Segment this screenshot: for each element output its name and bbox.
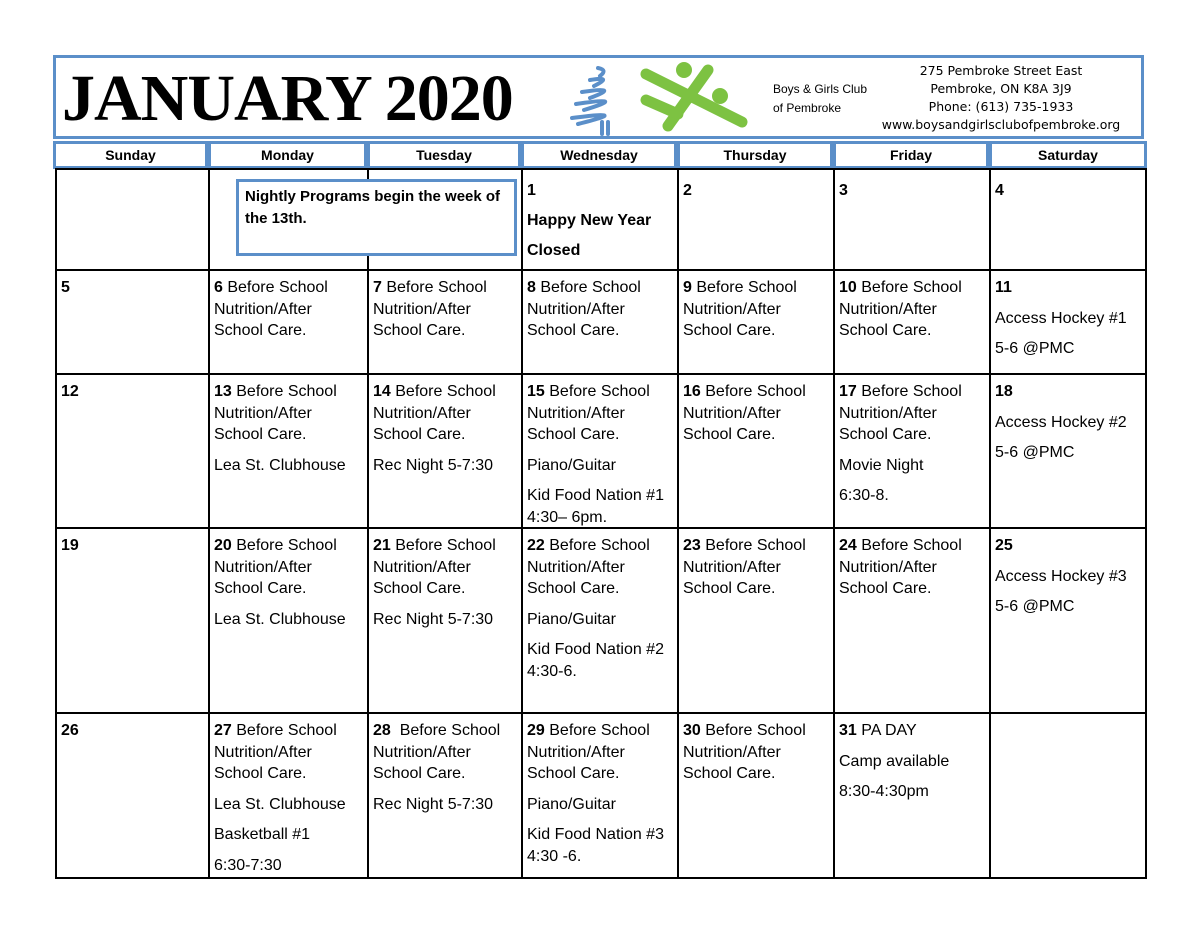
notice-box: Nightly Programs begin the week of the 13th. (236, 179, 517, 256)
event-text: Nutrition/After (527, 558, 625, 576)
event-text: Access Hockey #2 (995, 413, 1127, 431)
event-text: Before School (856, 279, 962, 296)
day-cell-heading (214, 535, 363, 557)
event-text: 4:30-6. (527, 662, 577, 680)
day-cell (55, 529, 210, 714)
date-number: 10 (839, 279, 857, 296)
date-number: 7 (373, 279, 382, 296)
event-text: School Care. (373, 322, 466, 339)
club-name: Boys & Girls Club of Pembroke (773, 82, 868, 115)
event-text: Before School (231, 383, 337, 400)
event-text: Lea St. Clubhouse (214, 610, 346, 628)
event-text: School Care. (527, 426, 620, 443)
day-cell-heading (373, 720, 517, 742)
event-text: Before School (390, 722, 501, 739)
line-gap (527, 785, 673, 794)
date-number: 14 (373, 383, 391, 400)
address-website: www.boysandgirlsclubofpembroke.org (881, 117, 1121, 132)
event-text: Before School (544, 383, 650, 400)
event-text: School Care. (527, 765, 620, 782)
event-text: School Care. (527, 580, 620, 597)
event-text: Nutrition/After (373, 558, 471, 576)
date-number: 24 (839, 537, 857, 554)
date-number: 13 (214, 383, 232, 400)
date-number: 29 (527, 722, 545, 739)
day-cell (210, 714, 369, 879)
day-header-friday: Friday (833, 141, 989, 169)
day-cell (210, 529, 369, 714)
line-gap (214, 846, 363, 855)
event-text: School Care. (839, 322, 932, 339)
event-text: Piano/Guitar (527, 456, 616, 474)
date-number: 6 (214, 279, 223, 296)
event-text: Nutrition/After (839, 404, 937, 422)
event-text: PA DAY (856, 722, 917, 739)
event-text: Before School (535, 279, 641, 296)
day-header-tuesday: Tuesday (367, 141, 521, 169)
day-cell-heading (839, 381, 985, 403)
day-cell-heading (683, 277, 829, 299)
event-text: Before School (231, 537, 337, 554)
date-number: 23 (683, 537, 701, 554)
line-gap (839, 476, 985, 485)
club-address (871, 62, 1131, 134)
date-number: 18 (995, 383, 1013, 400)
date-number: 4 (995, 182, 1004, 199)
event-text: Camp available (839, 752, 950, 770)
day-cell-heading (61, 720, 204, 742)
date-number: 30 (683, 722, 701, 739)
line-gap (214, 815, 363, 824)
date-number: 9 (683, 279, 692, 296)
day-cell (210, 271, 369, 375)
day-cell (55, 168, 210, 271)
event-text: Nutrition/After (214, 558, 312, 576)
event-text: Before School (700, 722, 806, 739)
day-header-sunday: Sunday (53, 141, 208, 169)
event-text: School Care. (683, 322, 776, 339)
event-text: Before School (544, 537, 650, 554)
event-text: Access Hockey #1 (995, 309, 1127, 327)
event-text: School Care. (373, 765, 466, 782)
event-text: Lea St. Clubhouse (214, 795, 346, 813)
date-number: 15 (527, 383, 545, 400)
event-text: 4:30 -6. (527, 847, 582, 865)
line-gap (995, 329, 1141, 338)
line-gap (214, 600, 363, 609)
event-text: Nutrition/After (373, 300, 471, 318)
event-text: Before School (222, 279, 328, 296)
day-cell (991, 714, 1147, 879)
date-number: 28 (373, 722, 391, 739)
event-text: 4:30– 6pm. (527, 508, 608, 526)
event-text: Basketball #1 (214, 826, 311, 843)
line-gap (373, 600, 517, 609)
weekday-header-row (53, 141, 1147, 169)
day-cell (55, 375, 210, 529)
day-cell-heading (683, 720, 829, 742)
day-cell (369, 375, 523, 529)
day-cell-heading (839, 176, 985, 206)
line-gap (527, 630, 673, 639)
event-text: Before School (544, 722, 650, 739)
date-number: 19 (61, 537, 79, 554)
event-text: 6:30-7:30 (214, 856, 282, 874)
event-text: Nutrition/After (683, 743, 781, 761)
day-cell-heading (61, 381, 204, 403)
event-text: School Care. (214, 426, 307, 443)
day-cell-heading (995, 277, 1141, 299)
event-text: Before School (381, 279, 487, 296)
event-text: 5-6 @PMC (995, 444, 1075, 461)
address-city: Pembroke, ON K8A 3J9 (930, 81, 1072, 96)
day-cell (991, 375, 1147, 529)
day-cell-heading (373, 381, 517, 403)
date-number: 17 (839, 383, 857, 400)
event-text: School Care. (683, 580, 776, 597)
event-text: Nutrition/After (683, 558, 781, 576)
event-text: Happy New Year (527, 212, 652, 229)
day-cell-heading (995, 381, 1141, 403)
event-text: Rec Night 5-7:30 (373, 456, 494, 474)
day-cell (523, 714, 679, 879)
day-cell (679, 375, 835, 529)
day-cell (523, 375, 679, 529)
date-number: 12 (61, 383, 79, 400)
day-cell (835, 168, 991, 271)
date-number: 21 (373, 537, 391, 554)
day-cell (210, 375, 369, 529)
event-text: Nutrition/After (839, 300, 937, 318)
date-number: 3 (839, 182, 848, 199)
day-cell-heading (527, 381, 673, 403)
event-text: Lea St. Clubhouse (214, 456, 346, 474)
day-cell (835, 714, 991, 879)
date-number: 26 (61, 722, 79, 739)
date-number: 5 (61, 279, 70, 296)
date-number: 27 (214, 722, 232, 739)
line-gap (995, 403, 1141, 412)
event-text: Before School (231, 722, 337, 739)
date-number: 1 (527, 182, 536, 199)
event-text: Kid Food Nation #1 (527, 487, 664, 504)
line-gap (527, 815, 673, 824)
day-cell-heading (214, 720, 363, 742)
day-cell-heading (527, 535, 673, 557)
date-number: 16 (683, 383, 701, 400)
date-number: 25 (995, 537, 1013, 554)
event-text: Piano/Guitar (527, 795, 616, 813)
day-cell-heading (373, 277, 517, 299)
event-text: School Care. (373, 426, 466, 443)
day-header-saturday: Saturday (989, 141, 1147, 169)
day-header-wednesday: Wednesday (521, 141, 677, 169)
event-text: Nutrition/After (683, 404, 781, 422)
event-text: Nutrition/After (527, 404, 625, 422)
day-cell-heading (839, 720, 985, 742)
day-cell (679, 271, 835, 375)
event-text: 5-6 @PMC (995, 340, 1075, 357)
day-cell-heading (214, 381, 363, 403)
event-text: Before School (856, 537, 962, 554)
event-text: Nutrition/After (683, 300, 781, 318)
line-gap (839, 772, 985, 781)
day-cell (679, 529, 835, 714)
day-cell-heading (995, 535, 1141, 557)
day-cell (835, 271, 991, 375)
event-text: Piano/Guitar (527, 610, 616, 628)
event-text: Before School (700, 383, 806, 400)
day-cell-heading (527, 277, 673, 299)
event-text: Nutrition/After (214, 404, 312, 422)
date-number: 8 (527, 279, 536, 296)
event-text: School Care. (214, 322, 307, 339)
event-text: Closed (527, 242, 581, 259)
address-street: 275 Pembroke Street East (919, 63, 1083, 78)
line-gap (995, 433, 1141, 442)
event-text: Before School (691, 279, 797, 296)
event-text: Kid Food Nation #2 (527, 641, 664, 658)
date-number: 22 (527, 537, 545, 554)
day-cell-heading (214, 277, 363, 299)
day-cell-heading (683, 381, 829, 403)
event-text: School Care. (683, 426, 776, 443)
event-text: 5-6 @PMC (995, 598, 1075, 615)
day-cell (679, 168, 835, 271)
day-cell (523, 271, 679, 375)
event-text: 8:30-4:30pm (839, 783, 929, 800)
date-number: 2 (683, 182, 692, 199)
event-text: Rec Night 5-7:30 (373, 795, 494, 813)
tree-icon (568, 64, 638, 136)
event-text: Nutrition/After (214, 743, 312, 761)
event-text: School Care. (373, 580, 466, 597)
line-gap (214, 785, 363, 794)
day-cell-heading (839, 535, 985, 557)
event-text: Nutrition/After (214, 300, 312, 318)
event-text: Before School (856, 383, 962, 400)
line-gap (995, 299, 1141, 308)
day-cell-heading (61, 277, 204, 299)
event-text: Rec Night 5-7:30 (373, 610, 494, 628)
day-cell-heading (683, 176, 829, 206)
day-cell (679, 714, 835, 879)
day-cell-heading (527, 176, 673, 206)
day-cell (523, 529, 679, 714)
day-header-thursday: Thursday (677, 141, 833, 169)
line-gap (527, 446, 673, 455)
line-gap (527, 476, 673, 485)
event-text: School Care. (214, 765, 307, 782)
event-text: Nutrition/After (373, 404, 471, 422)
day-cell (369, 529, 523, 714)
day-header-monday: Monday (208, 141, 367, 169)
page-title: JANUARY 2020 (62, 62, 513, 135)
line-gap (995, 587, 1141, 596)
line-gap (839, 446, 985, 455)
line-gap (373, 785, 517, 794)
event-text: 6:30-8. (839, 487, 889, 504)
event-text: School Care. (214, 580, 307, 597)
line-gap (373, 446, 517, 455)
date-number: 31 (839, 722, 857, 739)
event-text: Access Hockey #3 (995, 567, 1127, 585)
day-cell (55, 714, 210, 879)
event-text: Kid Food Nation #3 (527, 826, 664, 843)
event-text: Before School (700, 537, 806, 554)
line-gap (527, 600, 673, 609)
address-phone: Phone: (613) 735-1933 (928, 99, 1074, 114)
event-text: School Care. (839, 426, 932, 443)
day-cell (369, 714, 523, 879)
club-logo-icon (638, 60, 750, 136)
event-text: Nutrition/After (527, 300, 625, 318)
event-text: Before School (390, 383, 496, 400)
date-number: 20 (214, 537, 232, 554)
event-text: School Care. (839, 580, 932, 597)
day-cell-heading (527, 720, 673, 742)
calendar-grid (55, 168, 1147, 879)
day-cell-heading (995, 176, 1141, 206)
event-text: Movie Night (839, 456, 924, 474)
day-cell-heading (683, 535, 829, 557)
day-cell (835, 375, 991, 529)
line-gap (995, 557, 1141, 566)
day-cell (55, 271, 210, 375)
day-cell (991, 529, 1147, 714)
day-cell (991, 168, 1147, 271)
day-cell (835, 529, 991, 714)
date-number: 11 (995, 279, 1012, 296)
event-text: Nutrition/After (839, 558, 937, 576)
day-cell-heading (373, 535, 517, 557)
day-cell-heading (61, 535, 204, 557)
day-cell (523, 168, 679, 271)
event-text: Before School (390, 537, 496, 554)
line-gap (214, 446, 363, 455)
calendar-header (53, 55, 1144, 139)
event-text: School Care. (527, 322, 620, 339)
line-gap (839, 742, 985, 751)
day-cell-heading (839, 277, 985, 299)
day-cell (991, 271, 1147, 375)
day-cell (369, 271, 523, 375)
event-text: Nutrition/After (527, 743, 625, 761)
event-text: School Care. (683, 765, 776, 782)
event-text: Nutrition/After (373, 743, 471, 761)
